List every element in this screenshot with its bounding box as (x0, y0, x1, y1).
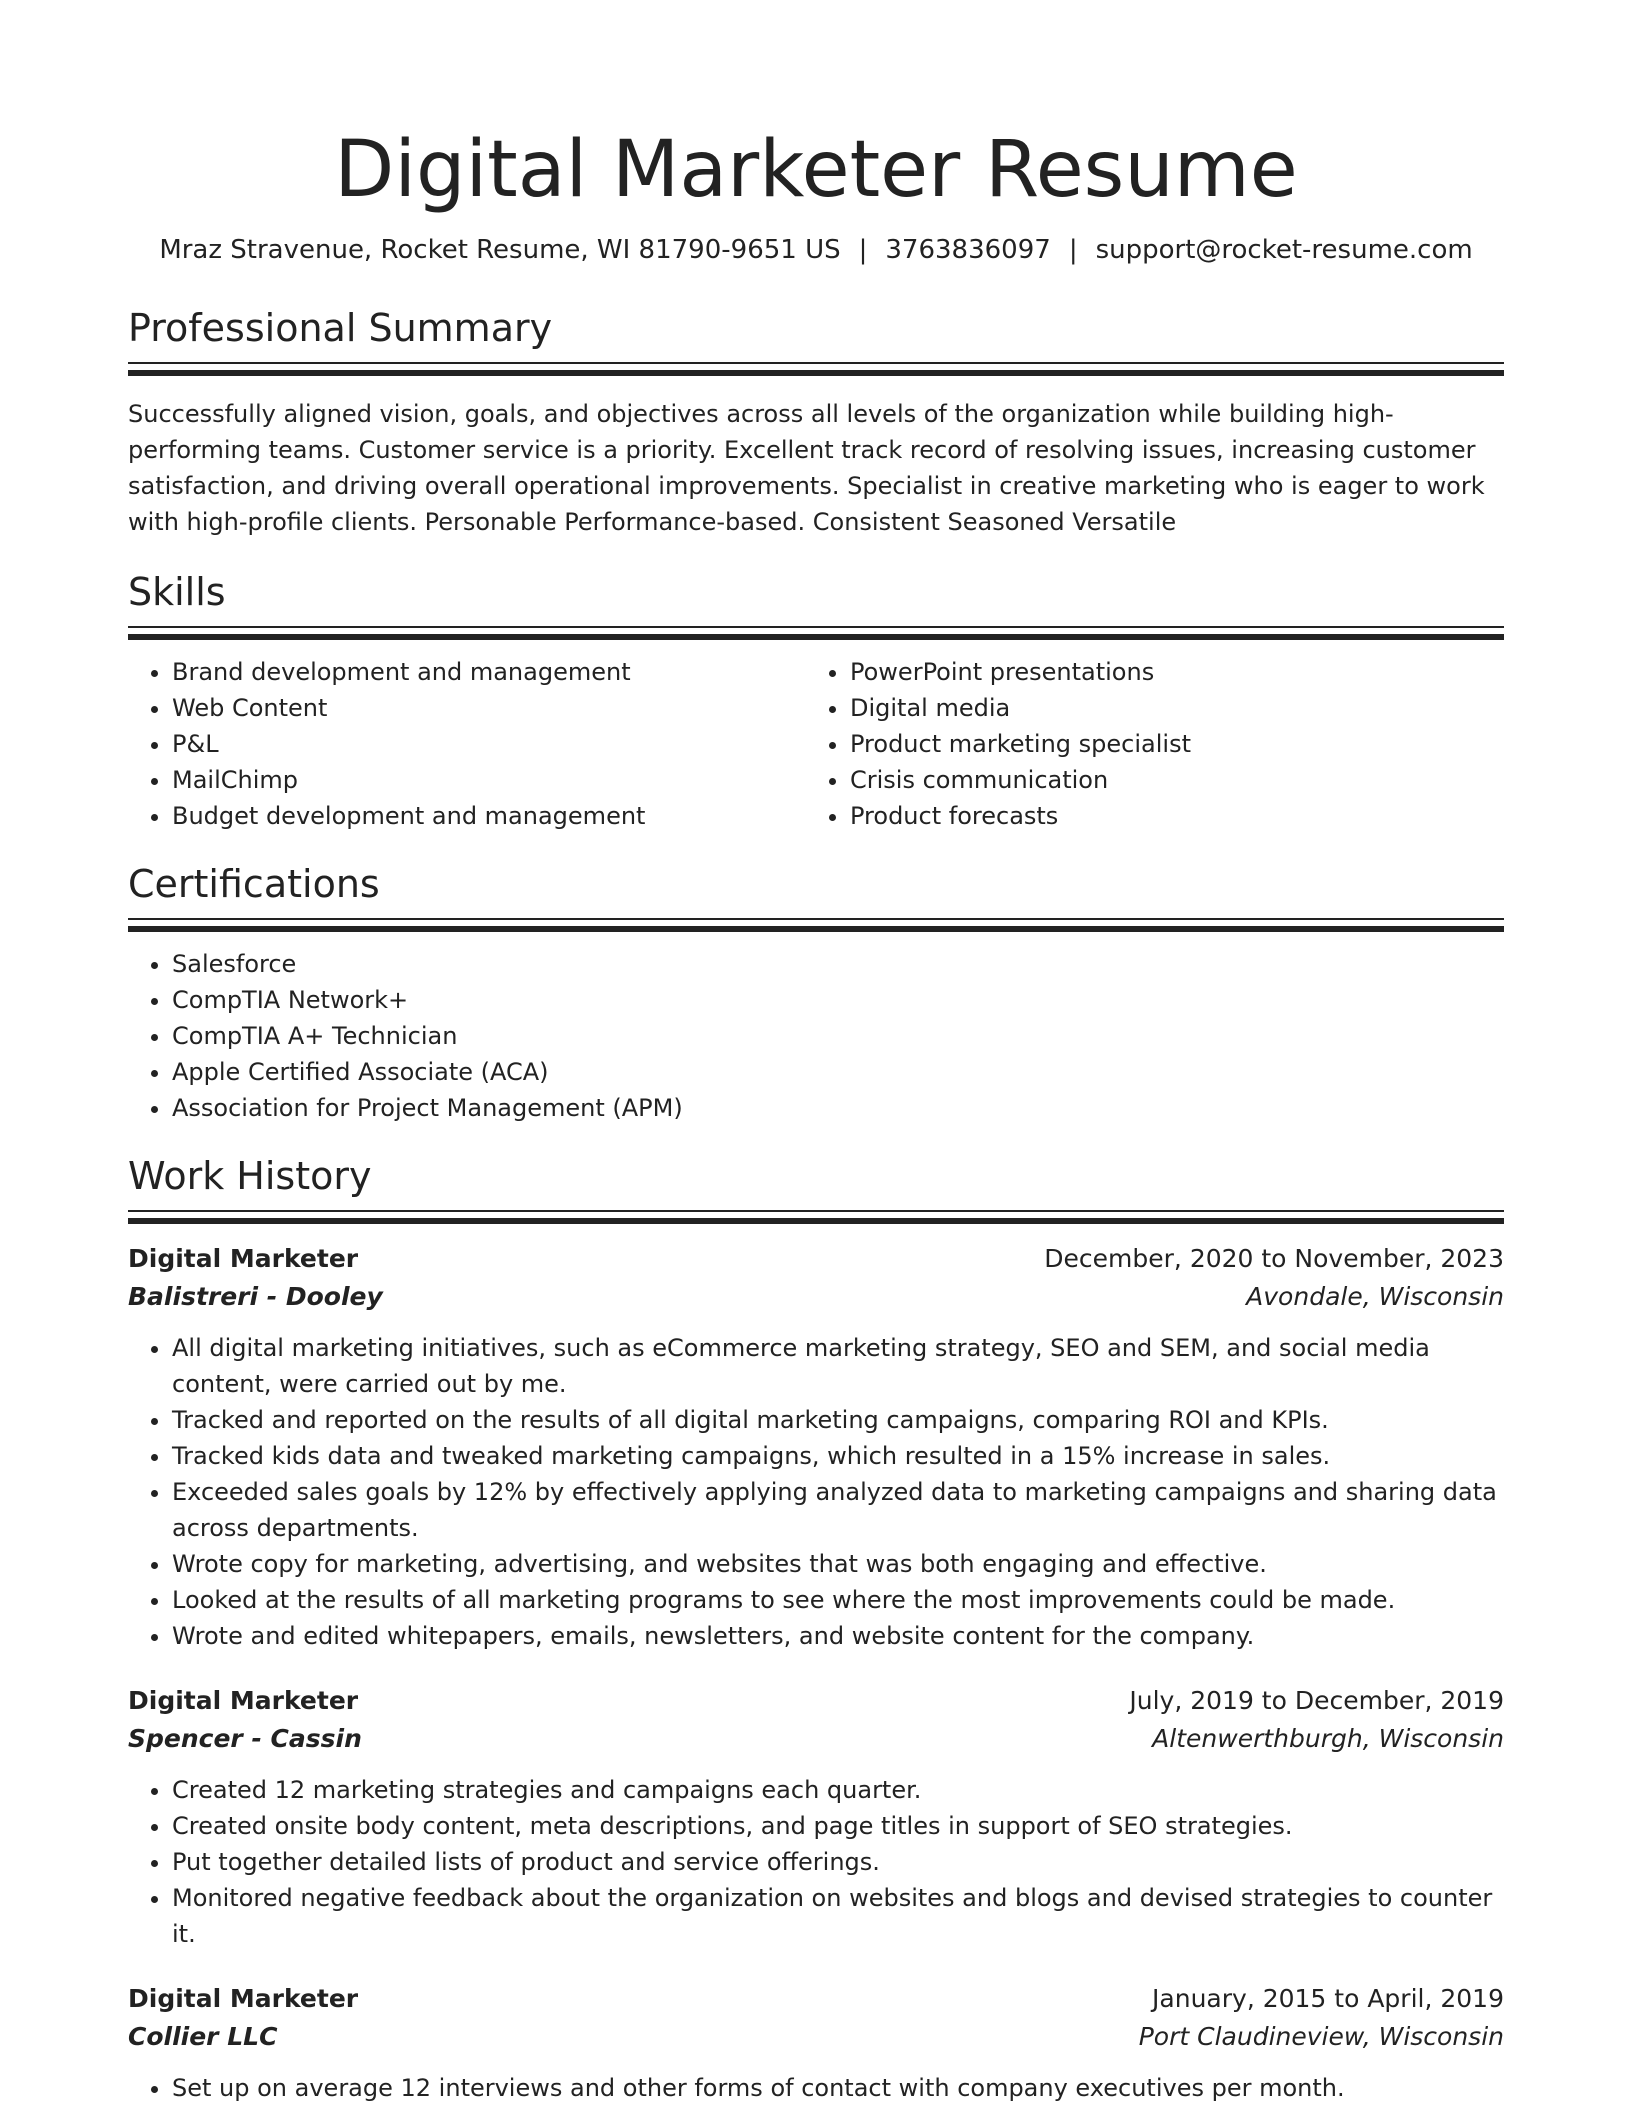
skills-column-left (128, 654, 806, 834)
list-item: • Crisis communication (850, 762, 1484, 798)
job-title: Digital Marketer (128, 1984, 359, 2013)
section-divider (128, 362, 1504, 376)
job-dates: December, 2020 to November, 2023 (1044, 1244, 1504, 1273)
list-item: • CompTIA A+ Technician (172, 1018, 1504, 1054)
contact-address: Mraz Stravenue, Rocket Resume, WI 81790-9651 US (159, 235, 841, 265)
work-history-section (128, 1152, 1504, 2106)
section-heading-work-history: Work History (128, 1154, 372, 1198)
list-item: • Budget development and management (172, 798, 806, 834)
section-divider (128, 918, 1504, 932)
certifications-list (128, 946, 1504, 1126)
section-heading-summary: Professional Summary (128, 306, 553, 350)
job-company: Spencer - Cassin (128, 1724, 362, 1753)
list-item: • Product forecasts (850, 798, 1484, 834)
job-entry (128, 1240, 1504, 1654)
job-dates: January, 2015 to April, 2019 (1152, 1984, 1504, 2013)
job-entry (128, 1682, 1504, 1952)
section-divider (128, 626, 1504, 640)
job-title: Digital Marketer (128, 1244, 359, 1273)
contact-email: support@rocket-resume.com (1095, 235, 1473, 265)
skills-section (128, 568, 1504, 834)
list-item: • Wrote copy for marketing, advertising, and websites that was both engaging and effective. (172, 1546, 1504, 1582)
certifications-section (128, 860, 1504, 1126)
list-item: • Exceeded sales goals by 12% by effectively applying analyzed data to marketing campaigns and sharing data across departments. (172, 1474, 1504, 1546)
resume-title: Digital Marketer Resume (334, 125, 1298, 215)
job-location: Altenwerthburgh, Wisconsin (1152, 1724, 1504, 1753)
resume-page (128, 0, 1504, 2106)
contact-line (128, 232, 1504, 268)
summary-section (128, 304, 1504, 540)
job-location: Avondale, Wisconsin (1246, 1282, 1504, 1311)
list-item: • Salesforce (172, 946, 1504, 982)
list-item: • PowerPoint presentations (850, 654, 1484, 690)
skills-column-right (806, 654, 1484, 834)
contact-separator: | (1068, 235, 1078, 265)
skills-columns (128, 654, 1504, 834)
list-item: • Monitored negative feedback about the organization on websites and blogs and devised strategies to counter it. (172, 1880, 1504, 1952)
list-item: • Tracked kids data and tweaked marketing campaigns, which resulted in a 15% increase in sales. (172, 1438, 1504, 1474)
list-item: • Apple Certified Associate (ACA) (172, 1054, 1504, 1090)
list-item: • Brand development and management (172, 654, 806, 690)
list-item: • Looked at the results of all marketing programs to see where the most improvements could be made. (172, 1582, 1504, 1618)
contact-separator: | (858, 235, 868, 265)
job-company: Balistreri - Dooley (128, 1282, 383, 1311)
job-title: Digital Marketer (128, 1686, 359, 1715)
list-item: • Wrote and edited whitepapers, emails, newsletters, and website content for the company. (172, 1618, 1504, 1654)
list-item: • All digital marketing initiatives, such as eCommerce marketing strategy, SEO and SEM, and social media content, were carried out by me. (172, 1330, 1504, 1402)
job-company: Collier LLC (128, 2022, 278, 2051)
summary-text: Successfully aligned vision, goals, and objectives across all levels of the organization while building high-performing teams. Customer service is a priority. Excellent track record of resolving issues, increasing customer satisfaction, and driving overall operational improvements. Specialist in creative marketing who is eager to work with high-profile clients. Personable Performance-based. Consistent Seasoned Versatile (128, 400, 1485, 536)
list-item: • P&L (172, 726, 806, 762)
section-heading-skills: Skills (128, 570, 226, 614)
list-item: • Put together detailed lists of product and service offerings. (172, 1844, 1504, 1880)
list-item: • Created onsite body content, meta descriptions, and page titles in support of SEO strategies. (172, 1808, 1504, 1844)
list-item: • Digital media (850, 690, 1484, 726)
contact-phone: 3763836097 (885, 235, 1051, 265)
section-divider (128, 1210, 1504, 1224)
list-item: • MailChimp (172, 762, 806, 798)
list-item: • Web Content (172, 690, 806, 726)
job-location: Port Claudineview, Wisconsin (1138, 2022, 1504, 2051)
list-item: • Product marketing specialist (850, 726, 1484, 762)
list-item: • Created 12 marketing strategies and campaigns each quarter. (172, 1772, 1504, 1808)
list-item: • Tracked and reported on the results of all digital marketing campaigns, comparing ROI and KPIs. (172, 1402, 1504, 1438)
list-item: • CompTIA Network+ (172, 982, 1504, 1018)
list-item: • Set up on average 12 interviews and other forms of contact with company executives per month. (172, 2070, 1504, 2106)
list-item: • Association for Project Management (APM) (172, 1090, 1504, 1126)
job-dates: July, 2019 to December, 2019 (1129, 1686, 1504, 1715)
section-heading-certifications: Certifications (128, 862, 380, 906)
job-entry (128, 1980, 1504, 2106)
